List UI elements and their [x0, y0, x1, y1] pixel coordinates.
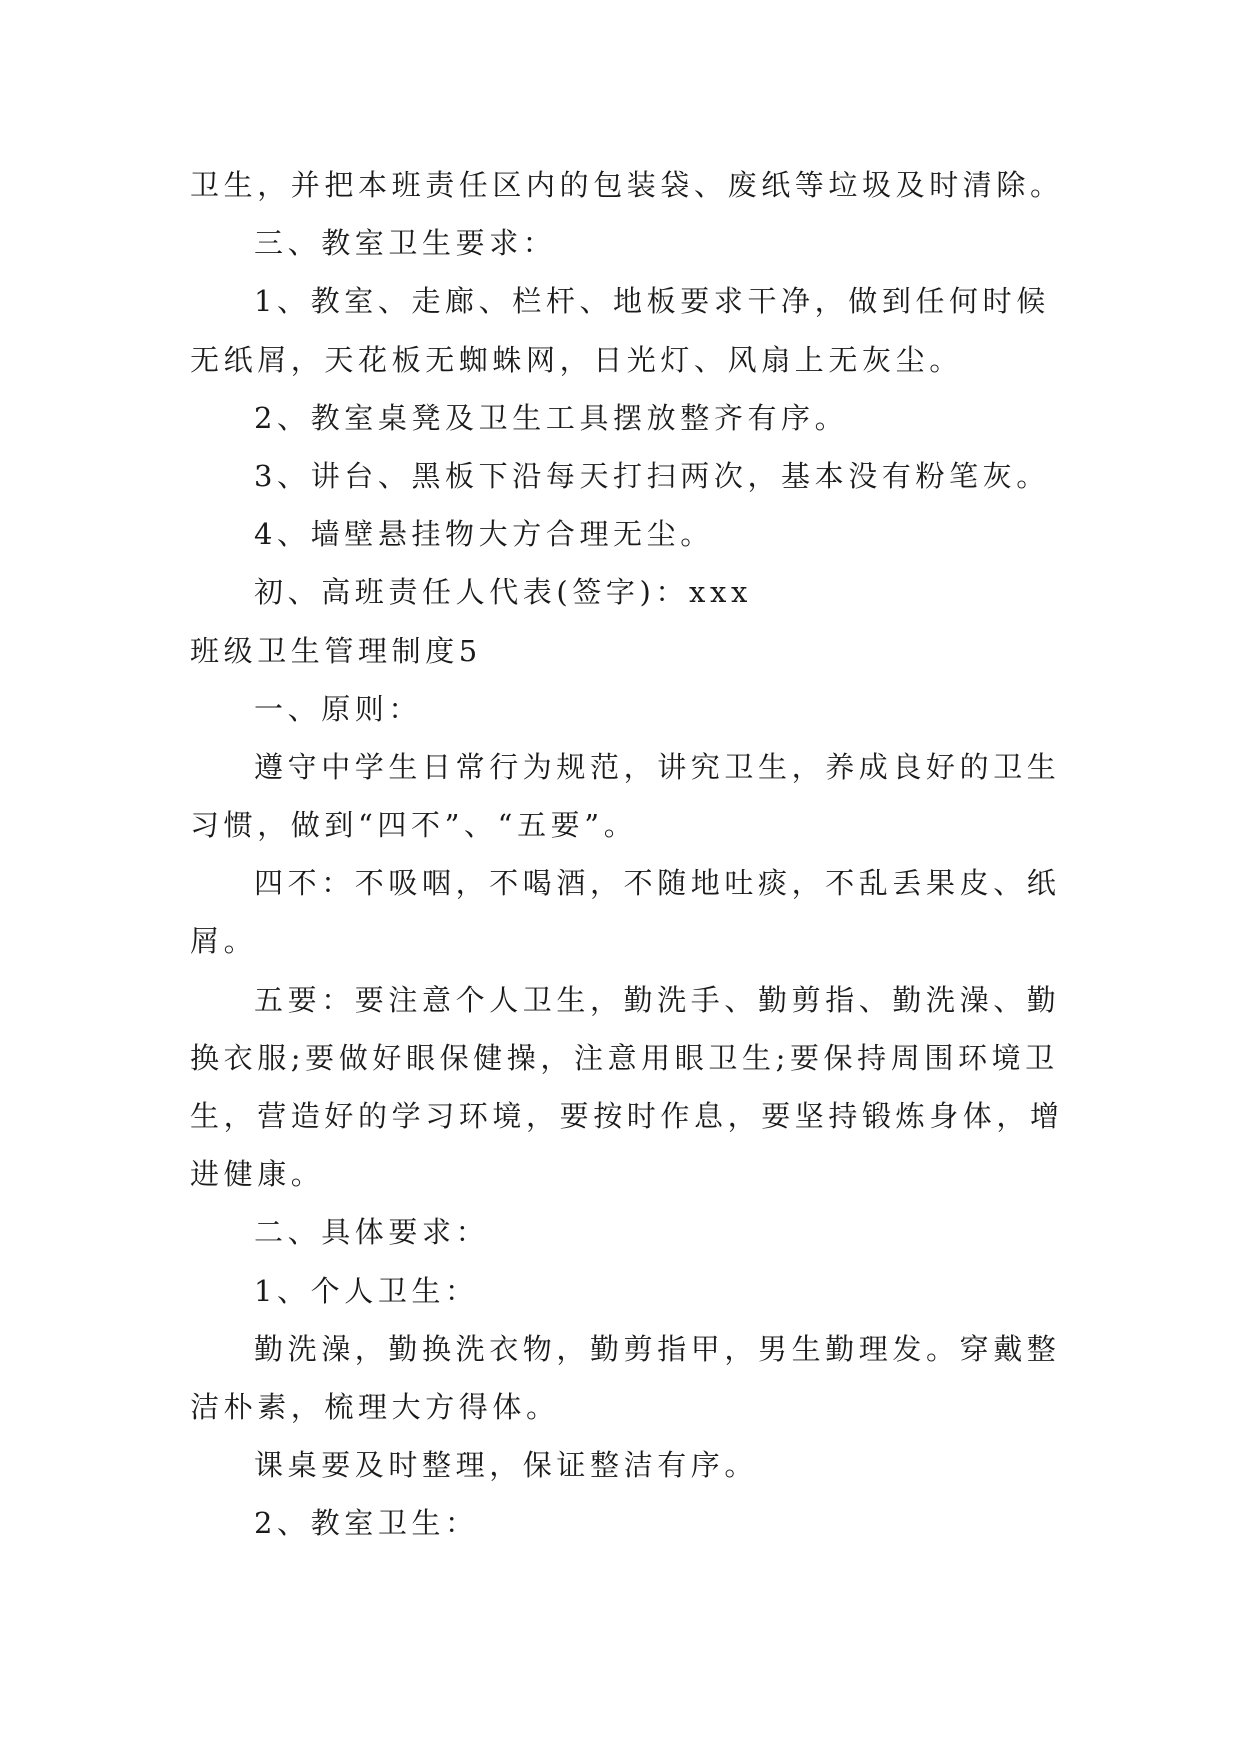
text-line: 五要：要注意个人卫生，勤洗手、勤剪指、勤洗澡、勤	[254, 982, 1061, 1017]
text-line: 屑。	[190, 924, 258, 959]
text-line: 无纸屑，天花板无蜘蛛网，日光灯、风扇上无灰尘。	[190, 342, 963, 377]
text-line: 3、讲台、黑板下沿每天打扫两次，基本没有粉笔灰。	[254, 458, 1050, 493]
text-line: 习惯，做到“四不”、“五要”。	[190, 808, 638, 843]
subsection-heading: 2、教室卫生：	[254, 1506, 479, 1541]
document-title: 班级卫生管理制度5	[190, 633, 482, 668]
text-line: 课桌要及时整理，保证整洁有序。	[254, 1448, 759, 1483]
document-body	[190, 156, 1064, 1553]
text-line: 2、教室桌凳及卫生工具摆放整齐有序。	[254, 400, 849, 435]
section-heading: 一、原则：	[254, 691, 423, 726]
section-heading: 二、具体要求：	[254, 1215, 490, 1250]
text-line: 换衣服;要做好眼保健操，注意用眼卫生;要保持周围环境卫	[190, 1040, 1059, 1075]
section-heading: 三、教室卫生要求：	[254, 226, 557, 261]
text-line: 遵守中学生日常行为规范，讲究卫生，养成良好的卫生	[254, 749, 1061, 784]
text-line: 洁朴素，梳理大方得体。	[190, 1389, 560, 1424]
text-line: 勤洗澡，勤换洗衣物，勤剪指甲，男生勤理发。穿戴整	[254, 1331, 1061, 1366]
signature-line: 初、高班责任人代表(签字)：xxx	[254, 575, 752, 610]
text-line: 卫生，并把本班责任区内的包装袋、废纸等垃圾及时清除。	[190, 168, 1064, 202]
text-line: 四不：不吸咽，不喝酒，不随地吐痰，不乱丢果皮、纸	[254, 866, 1061, 901]
text-line: 1、教室、走廊、栏杆、地板要求干净，做到任何时候	[254, 284, 1050, 319]
subsection-heading: 1、个人卫生：	[254, 1273, 479, 1308]
text-line: 4、墙壁悬挂物大方合理无尘。	[254, 517, 714, 552]
text-line: 生，营造好的学习环境，要按时作息，要坚持锻炼身体，增	[190, 1099, 1064, 1133]
text-line: 进健康。	[190, 1157, 325, 1192]
